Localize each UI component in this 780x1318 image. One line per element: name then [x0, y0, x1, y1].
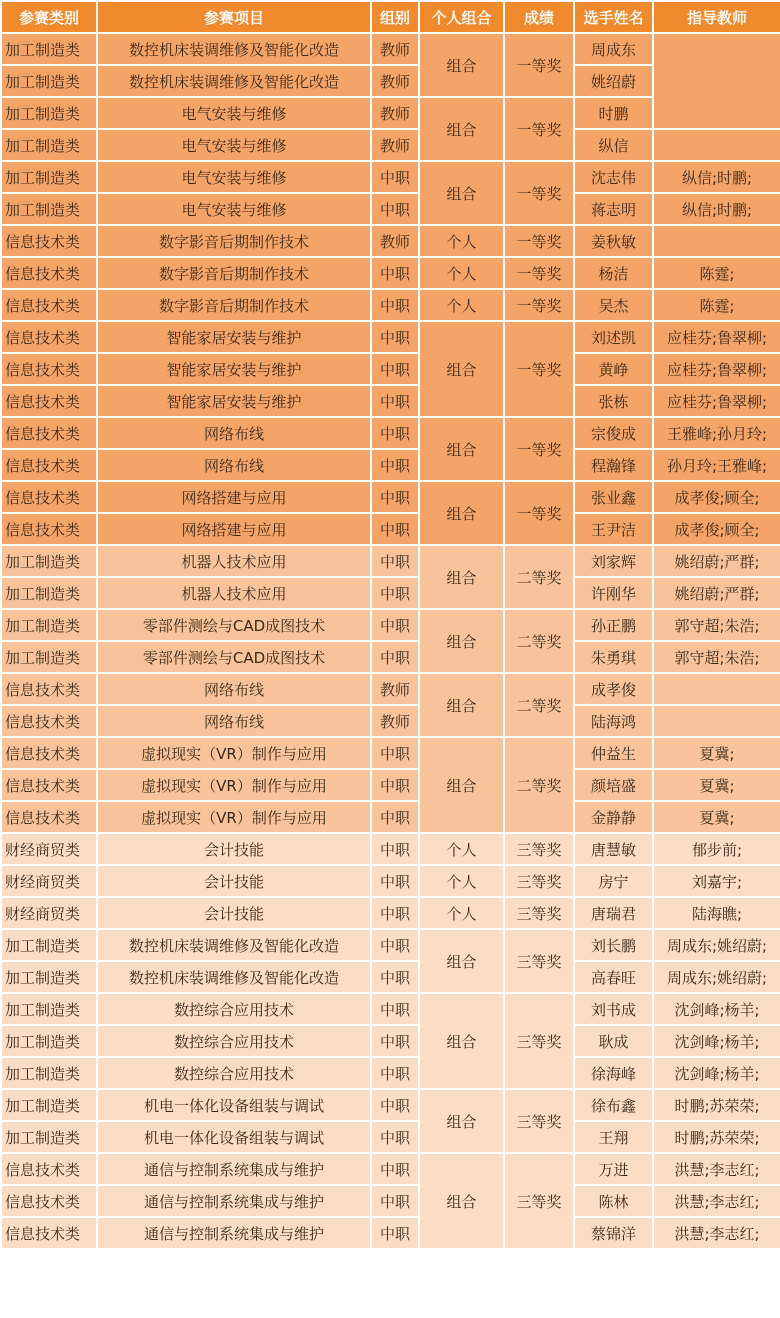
cell-level: 中职	[371, 385, 419, 417]
cell-result: 二等奖	[504, 609, 574, 673]
cell-category: 信息技术类	[1, 1153, 97, 1185]
cell-project: 通信与控制系统集成与维护	[97, 1217, 371, 1249]
cell-category: 信息技术类	[1, 705, 97, 737]
cell-level: 中职	[371, 641, 419, 673]
cell-category: 加工制造类	[1, 577, 97, 609]
cell-category: 信息技术类	[1, 417, 97, 449]
cell-category: 信息技术类	[1, 513, 97, 545]
cell-level: 中职	[371, 321, 419, 353]
cell-entry-type: 组合	[419, 673, 504, 737]
cell-level: 中职	[371, 161, 419, 193]
cell-entry-type: 个人	[419, 865, 504, 897]
table-row	[1, 609, 780, 641]
cell-contestant: 王翔	[574, 1121, 653, 1153]
cell-mentor: 周成东;姚绍蔚;	[653, 929, 780, 961]
table-row	[1, 33, 780, 65]
cell-mentor: 夏冀;	[653, 769, 780, 801]
cell-mentor: 周成东;姚绍蔚;	[653, 961, 780, 993]
table-row	[1, 577, 780, 609]
cell-entry-type: 组合	[419, 737, 504, 833]
cell-level: 中职	[371, 897, 419, 929]
cell-contestant: 黄峥	[574, 353, 653, 385]
cell-project: 数控机床装调维修及智能化改造	[97, 65, 371, 97]
cell-contestant: 姚绍蔚	[574, 65, 653, 97]
cell-category: 信息技术类	[1, 385, 97, 417]
cell-level: 教师	[371, 33, 419, 65]
cell-level: 中职	[371, 257, 419, 289]
cell-contestant: 杨洁	[574, 257, 653, 289]
table-row	[1, 737, 780, 769]
cell-entry-type: 个人	[419, 225, 504, 257]
cell-level: 中职	[371, 289, 419, 321]
cell-category: 信息技术类	[1, 769, 97, 801]
column-header-mentor: 指导教师	[653, 1, 780, 33]
cell-entry-type: 组合	[419, 97, 504, 161]
cell-result: 三等奖	[504, 865, 574, 897]
cell-result: 二等奖	[504, 737, 574, 833]
table-row	[1, 865, 780, 897]
cell-level: 教师	[371, 97, 419, 129]
cell-level: 中职	[371, 545, 419, 577]
table-row	[1, 801, 780, 833]
cell-project: 通信与控制系统集成与维护	[97, 1153, 371, 1185]
cell-entry-type: 个人	[419, 289, 504, 321]
table-row	[1, 673, 780, 705]
cell-category: 加工制造类	[1, 129, 97, 161]
cell-result: 一等奖	[504, 289, 574, 321]
cell-mentor: 郭守超;朱浩;	[653, 609, 780, 641]
cell-result: 一等奖	[504, 417, 574, 481]
cell-category: 加工制造类	[1, 193, 97, 225]
column-header-project: 参赛项目	[97, 1, 371, 33]
table-row	[1, 481, 780, 513]
cell-mentor	[653, 673, 780, 705]
cell-project: 机器人技术应用	[97, 577, 371, 609]
table-row	[1, 1217, 780, 1249]
cell-project: 数控机床装调维修及智能化改造	[97, 33, 371, 65]
cell-project: 电气安装与维修	[97, 193, 371, 225]
cell-entry-type: 个人	[419, 257, 504, 289]
column-header-level: 组别	[371, 1, 419, 33]
table-row	[1, 449, 780, 481]
cell-mentor: 陈霆;	[653, 257, 780, 289]
cell-contestant: 姜秋敏	[574, 225, 653, 257]
cell-mentor: 夏冀;	[653, 737, 780, 769]
table-row	[1, 993, 780, 1025]
cell-project: 数控综合应用技术	[97, 1057, 371, 1089]
cell-level: 中职	[371, 769, 419, 801]
cell-category: 信息技术类	[1, 257, 97, 289]
cell-project: 智能家居安装与维护	[97, 321, 371, 353]
cell-contestant: 颜培盛	[574, 769, 653, 801]
cell-contestant: 高春旺	[574, 961, 653, 993]
cell-mentor: 纵信;时鹏;	[653, 161, 780, 193]
cell-entry-type: 组合	[419, 1089, 504, 1153]
cell-contestant: 万进	[574, 1153, 653, 1185]
cell-project: 数字影音后期制作技术	[97, 289, 371, 321]
cell-contestant: 刘长鹏	[574, 929, 653, 961]
cell-category: 加工制造类	[1, 545, 97, 577]
table-row	[1, 641, 780, 673]
cell-entry-type: 个人	[419, 897, 504, 929]
cell-project: 通信与控制系统集成与维护	[97, 1185, 371, 1217]
table-row	[1, 1185, 780, 1217]
cell-project: 网络搭建与应用	[97, 513, 371, 545]
cell-project: 会计技能	[97, 865, 371, 897]
table-row	[1, 161, 780, 193]
table-row	[1, 929, 780, 961]
cell-level: 教师	[371, 65, 419, 97]
cell-category: 加工制造类	[1, 929, 97, 961]
cell-entry-type: 组合	[419, 1153, 504, 1249]
cell-category: 加工制造类	[1, 33, 97, 65]
cell-level: 中职	[371, 1153, 419, 1185]
cell-mentor: 王雅峰;孙月玲;	[653, 417, 780, 449]
cell-level: 中职	[371, 737, 419, 769]
cell-project: 零部件测绘与CAD成图技术	[97, 641, 371, 673]
cell-level: 教师	[371, 129, 419, 161]
cell-result: 一等奖	[504, 481, 574, 545]
cell-level: 中职	[371, 577, 419, 609]
table-row	[1, 705, 780, 737]
cell-contestant: 唐瑞君	[574, 897, 653, 929]
cell-project: 智能家居安装与维护	[97, 385, 371, 417]
cell-contestant: 周成东	[574, 33, 653, 65]
cell-category: 信息技术类	[1, 481, 97, 513]
cell-level: 中职	[371, 1217, 419, 1249]
cell-category: 加工制造类	[1, 993, 97, 1025]
cell-category: 加工制造类	[1, 1025, 97, 1057]
cell-entry-type: 组合	[419, 417, 504, 481]
cell-category: 信息技术类	[1, 225, 97, 257]
cell-project: 虚拟现实（VR）制作与应用	[97, 801, 371, 833]
cell-entry-type: 组合	[419, 609, 504, 673]
cell-project: 数字影音后期制作技术	[97, 225, 371, 257]
cell-mentor	[653, 225, 780, 257]
cell-result: 一等奖	[504, 161, 574, 225]
column-header-category: 参赛类别	[1, 1, 97, 33]
cell-entry-type: 组合	[419, 481, 504, 545]
table-row	[1, 353, 780, 385]
cell-level: 中职	[371, 961, 419, 993]
cell-contestant: 吴杰	[574, 289, 653, 321]
cell-category: 信息技术类	[1, 449, 97, 481]
cell-contestant: 张栋	[574, 385, 653, 417]
cell-project: 虚拟现实（VR）制作与应用	[97, 769, 371, 801]
cell-mentor	[653, 33, 780, 129]
cell-level: 中职	[371, 1185, 419, 1217]
cell-category: 信息技术类	[1, 289, 97, 321]
cell-level: 中职	[371, 929, 419, 961]
cell-mentor: 姚绍蔚;严群;	[653, 577, 780, 609]
cell-category: 加工制造类	[1, 1121, 97, 1153]
cell-mentor: 应桂芬;鲁翠柳;	[653, 385, 780, 417]
column-header-result: 成绩	[504, 1, 574, 33]
cell-mentor: 陈霆;	[653, 289, 780, 321]
table-row	[1, 129, 780, 161]
cell-result: 三等奖	[504, 1153, 574, 1249]
cell-mentor: 沈剑峰;杨羊;	[653, 993, 780, 1025]
table-row	[1, 1025, 780, 1057]
table-row	[1, 833, 780, 865]
cell-category: 信息技术类	[1, 1185, 97, 1217]
cell-project: 数控机床装调维修及智能化改造	[97, 961, 371, 993]
cell-contestant: 孙正鹏	[574, 609, 653, 641]
cell-project: 会计技能	[97, 897, 371, 929]
cell-mentor: 陆海瞧;	[653, 897, 780, 929]
cell-category: 加工制造类	[1, 161, 97, 193]
table-row	[1, 417, 780, 449]
cell-level: 中职	[371, 801, 419, 833]
cell-project: 机器人技术应用	[97, 545, 371, 577]
table-row	[1, 961, 780, 993]
cell-contestant: 朱勇琪	[574, 641, 653, 673]
cell-category: 加工制造类	[1, 641, 97, 673]
cell-project: 机电一体化设备组装与调试	[97, 1089, 371, 1121]
cell-project: 数字影音后期制作技术	[97, 257, 371, 289]
cell-project: 数控机床装调维修及智能化改造	[97, 929, 371, 961]
cell-entry-type: 组合	[419, 929, 504, 993]
cell-level: 中职	[371, 865, 419, 897]
table-row	[1, 193, 780, 225]
cell-category: 加工制造类	[1, 1057, 97, 1089]
cell-mentor: 时鹏;苏荣荣;	[653, 1089, 780, 1121]
table-row	[1, 513, 780, 545]
cell-contestant: 耿成	[574, 1025, 653, 1057]
table-body	[1, 33, 780, 1249]
cell-project: 电气安装与维修	[97, 161, 371, 193]
cell-result: 一等奖	[504, 257, 574, 289]
cell-category: 加工制造类	[1, 1089, 97, 1121]
cell-mentor: 时鹏;苏荣荣;	[653, 1121, 780, 1153]
cell-mentor: 成孝俊;顾全;	[653, 481, 780, 513]
cell-mentor: 应桂芬;鲁翠柳;	[653, 353, 780, 385]
cell-level: 中职	[371, 1057, 419, 1089]
cell-contestant: 陆海鸿	[574, 705, 653, 737]
cell-project: 数控综合应用技术	[97, 993, 371, 1025]
table-row	[1, 1089, 780, 1121]
cell-project: 数控综合应用技术	[97, 1025, 371, 1057]
cell-entry-type: 个人	[419, 833, 504, 865]
cell-level: 中职	[371, 417, 419, 449]
cell-project: 网络布线	[97, 449, 371, 481]
cell-level: 中职	[371, 193, 419, 225]
cell-level: 中职	[371, 609, 419, 641]
cell-entry-type: 组合	[419, 545, 504, 609]
cell-project: 网络搭建与应用	[97, 481, 371, 513]
cell-level: 教师	[371, 673, 419, 705]
cell-project: 虚拟现实（VR）制作与应用	[97, 737, 371, 769]
cell-result: 二等奖	[504, 545, 574, 609]
cell-mentor: 刘嘉宇;	[653, 865, 780, 897]
cell-level: 中职	[371, 1121, 419, 1153]
cell-mentor: 洪慧;李志红;	[653, 1217, 780, 1249]
table-row	[1, 289, 780, 321]
cell-level: 中职	[371, 1089, 419, 1121]
cell-mentor: 成孝俊;顾全;	[653, 513, 780, 545]
cell-category: 信息技术类	[1, 353, 97, 385]
table-row	[1, 897, 780, 929]
cell-project: 网络布线	[97, 705, 371, 737]
cell-contestant: 刘书成	[574, 993, 653, 1025]
cell-contestant: 成孝俊	[574, 673, 653, 705]
cell-result: 三等奖	[504, 833, 574, 865]
cell-level: 中职	[371, 481, 419, 513]
cell-mentor	[653, 705, 780, 737]
cell-entry-type: 组合	[419, 161, 504, 225]
cell-level: 中职	[371, 1025, 419, 1057]
cell-category: 加工制造类	[1, 65, 97, 97]
cell-category: 信息技术类	[1, 737, 97, 769]
cell-category: 财经商贸类	[1, 897, 97, 929]
cell-result: 一等奖	[504, 33, 574, 97]
cell-project: 会计技能	[97, 833, 371, 865]
table-row	[1, 385, 780, 417]
cell-mentor: 郁步前;	[653, 833, 780, 865]
cell-mentor: 夏冀;	[653, 801, 780, 833]
cell-category: 加工制造类	[1, 609, 97, 641]
cell-level: 教师	[371, 225, 419, 257]
cell-result: 一等奖	[504, 225, 574, 257]
table-row	[1, 1057, 780, 1089]
cell-project: 电气安装与维修	[97, 97, 371, 129]
cell-mentor: 洪慧;李志红;	[653, 1153, 780, 1185]
cell-category: 信息技术类	[1, 673, 97, 705]
cell-entry-type: 组合	[419, 321, 504, 417]
cell-contestant: 沈志伟	[574, 161, 653, 193]
cell-result: 三等奖	[504, 1089, 574, 1153]
column-header-entry-type: 个人组合	[419, 1, 504, 33]
cell-contestant: 徐海峰	[574, 1057, 653, 1089]
cell-level: 中职	[371, 449, 419, 481]
cell-result: 三等奖	[504, 897, 574, 929]
cell-result: 二等奖	[504, 673, 574, 737]
cell-result: 一等奖	[504, 321, 574, 417]
table-row	[1, 545, 780, 577]
cell-contestant: 王尹洁	[574, 513, 653, 545]
cell-mentor: 洪慧;李志红;	[653, 1185, 780, 1217]
cell-result: 一等奖	[504, 97, 574, 161]
cell-contestant: 程瀚锋	[574, 449, 653, 481]
cell-category: 信息技术类	[1, 801, 97, 833]
cell-project: 网络布线	[97, 417, 371, 449]
cell-project: 智能家居安装与维护	[97, 353, 371, 385]
cell-project: 电气安装与维修	[97, 129, 371, 161]
cell-contestant: 金静静	[574, 801, 653, 833]
cell-contestant: 张业鑫	[574, 481, 653, 513]
cell-project: 机电一体化设备组装与调试	[97, 1121, 371, 1153]
table-row	[1, 257, 780, 289]
cell-level: 教师	[371, 705, 419, 737]
cell-result: 三等奖	[504, 993, 574, 1089]
cell-contestant: 房宁	[574, 865, 653, 897]
cell-level: 中职	[371, 353, 419, 385]
cell-entry-type: 组合	[419, 993, 504, 1089]
table-row	[1, 321, 780, 353]
table-row	[1, 225, 780, 257]
cell-mentor: 纵信;时鹏;	[653, 193, 780, 225]
cell-category: 信息技术类	[1, 1217, 97, 1249]
header-row	[1, 1, 780, 33]
cell-category: 财经商贸类	[1, 865, 97, 897]
cell-contestant: 刘述凯	[574, 321, 653, 353]
cell-contestant: 陈林	[574, 1185, 653, 1217]
table-row	[1, 769, 780, 801]
cell-mentor: 孙月玲;王雅峰;	[653, 449, 780, 481]
cell-category: 财经商贸类	[1, 833, 97, 865]
cell-contestant: 宗俊成	[574, 417, 653, 449]
cell-contestant: 蒋志明	[574, 193, 653, 225]
cell-contestant: 刘家辉	[574, 545, 653, 577]
cell-level: 中职	[371, 833, 419, 865]
cell-level: 中职	[371, 993, 419, 1025]
cell-project: 零部件测绘与CAD成图技术	[97, 609, 371, 641]
cell-level: 中职	[371, 513, 419, 545]
cell-contestant: 纵信	[574, 129, 653, 161]
cell-contestant: 仲益生	[574, 737, 653, 769]
cell-mentor	[653, 129, 780, 161]
column-header-contestant: 选手姓名	[574, 1, 653, 33]
cell-mentor: 沈剑峰;杨羊;	[653, 1025, 780, 1057]
cell-contestant: 徐布鑫	[574, 1089, 653, 1121]
table-row	[1, 1153, 780, 1185]
cell-entry-type: 组合	[419, 33, 504, 97]
cell-contestant: 唐慧敏	[574, 833, 653, 865]
cell-category: 加工制造类	[1, 961, 97, 993]
cell-contestant: 时鹏	[574, 97, 653, 129]
cell-mentor: 姚绍蔚;严群;	[653, 545, 780, 577]
cell-mentor: 应桂芬;鲁翠柳;	[653, 321, 780, 353]
cell-mentor: 郭守超;朱浩;	[653, 641, 780, 673]
cell-category: 加工制造类	[1, 97, 97, 129]
cell-mentor: 沈剑峰;杨羊;	[653, 1057, 780, 1089]
table-row	[1, 1121, 780, 1153]
cell-result: 三等奖	[504, 929, 574, 993]
cell-contestant: 蔡锦洋	[574, 1217, 653, 1249]
cell-category: 信息技术类	[1, 321, 97, 353]
cell-contestant: 许刚华	[574, 577, 653, 609]
cell-project: 网络布线	[97, 673, 371, 705]
